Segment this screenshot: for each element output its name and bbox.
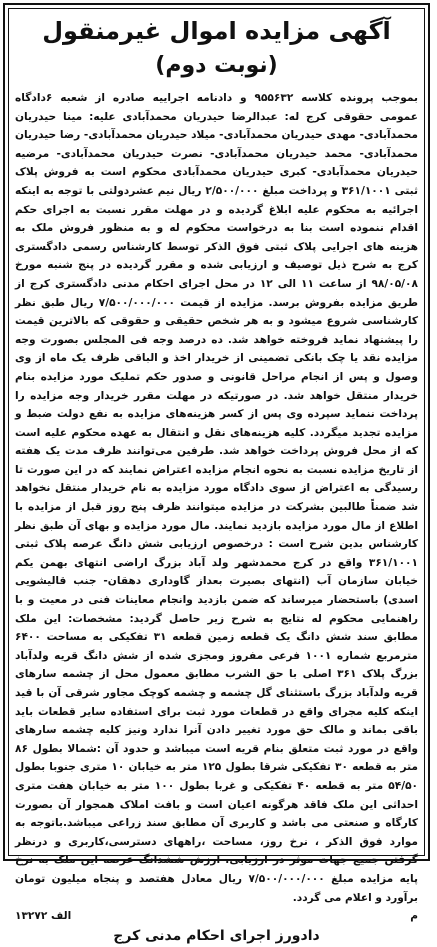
notice-inner-border: [8, 8, 425, 945]
notice-title: آگهی مزایده اموال غیرمنقول: [42, 17, 391, 45]
notice-frame: [3, 3, 430, 945]
notice-signature: دادورز اجرای احکام مدنی کرج: [113, 928, 320, 945]
notice-reference-number: الف ۱۳۲۷۲: [15, 910, 72, 923]
notice-reference-right: م: [410, 910, 418, 923]
notice-subtitle: (نوبت دوم): [155, 53, 278, 78]
notice-paragraph: بموجب پرونده کلاسه ۹۵۵۶۳۲ و دادنامه اجراییه صادره از شعبه ۶دادگاه عمومی حقوقی کرج له: عبدالرضا حیدریان محمدآبادی علیه: مینا حیدریان محمدآبادی- مهدی حیدریان محمدآبادی- میلاد حیدریان محمدآبادی- رضا حیدریان محمدآبادی- محمد حیدریان محمدآبادی- نصرت حیدریان محمدآبادی- مرضیه حیدریان محمدآبادی- کبری حیدریان محمدآبادی محکوم است به فروش پلاک ثبتی ۳۶۱/۱۰۰۱ و پرداخت مبلغ ۲/۵۰۰/۰۰۰ ریال نیم عشردولتی با توجه به اینکه اجرائیه به محکوم علیه ابلاغ گردیده و در مهلت مقرر نسبت به اجرای حکم اقدام ننموده است بنا به درخواست محکوم له و به منظور فروش ملک به هزینه های اجرایی پلاک ثبتی فوق الذکر توسط کارشناس رسمی دادگستری کرج به شرح ذیل توصیف و ارزیابی شده و مقرر گردیده در پنج شنبه مورخ ۹۸/۰۵/۰۸ از ساعت ۱۱ الی ۱۲ در محل اجرای احکام مدنی دادگستری کرج از طریق مزایده بفروش برسد. مزایده از قیمت ۷/۵۰۰/۰۰۰/۰۰۰ ریال طبق نظر کارشناسی شروع میشود و به هر شخص حقیقی و حقوقی که بالاترین قیمت را پیشنهاد نماید فروخته خواهد شد. ده درصد وجه فی المجلس بصورت وجه مزایده نقد یا چک بانکی تضمینی از خریدار اخذ و الباقی ظرف یک ماه از وی وصول و پس از انجام مراحل قانونی و صدور حکم تملیک مورد مزایده بنام خریدار منتقل خواهد شد. در صورتیکه در مهلت مقرر خریدار وجه مزایده را پرداخت ننماید سپرده وی پس از کسر هزینه‌های مزایده به نفع دولت ضبط و مزایده تجدید میگردد. کلیه هزینه‌های نقل و انتقال به عهده محکوم علیه است که از محل فروش پرداخت خواهد شد. طرفین می‌توانند ظرف مدت یک هفته از تاریخ مزایده نسبت به نحوه انجام مزایده اعتراض نمایند که در این صورت تا رسیدگی به اعتراض از سوی دادگاه مورد مزایده به نام خریدار منتقل نخواهد شد ضمناً طالبین بشرکت در مزایده میتوانند ظرف پنج روز قبل از مزایده با اطلاع از مال مورد مزایده بازدید نمایند. مال مورد مزایده و بهای آن طبق نظر کارشناس بدین شرح است : درخصوص ارزیابی شش دانگ عرصه پلاک ثبتی ۳۶۱/۱۰۰۱ واقع در کرج محمدشهر ولد آباد بزرگ اراضی انتهای بهمن یکم خیابان سازمان آب (انتهای بصیرت بعداز گاوداری دهقان- جنب قالیشویی اسدی) باستحضار میرساند که ضمن بازدید وانجام معاینات فنی در معیت و با راهنمایی محکوم له نتایج به شرح زیر حاصل گردید: مشخصات: این ملک مطابق سند شش دانگ یک قطعه زمین قطعه ۳۱ تفکیکی به مساحت ۶۴۰۰ مترمربع شماره ۱۰۰۱ فرعی مفروز ومجزی شده از شش دانگ قریه ولدآباد بزرگ پلاک ۳۶۱ اصلی با حق الشرب مطابق معمول محل از چشمه سارهای قریه ولدآباد بزرگ باستثنای گل چشمه و چشمه کوچک مجاور شرقی آن با قید اینکه کلیه مجرای واقع در قطعات مورد ثبت برای استفاده سایر قطعات باید باقی بماند و مالک حق مورد تغییر دادن آنرا ندارد ونیز کلیه چشمه سارهای واقع در مورد ثبت متعلق بنام قریه است میباشد و حدود آن :شمالا بطول ۸۶ متر به قطعه ۳۰ تفکیکی شرقا بطول ۱۲۵ متر به خیابان ۱۰ متری جنوبا بطول ۵۴/۵۰ متر به قطعه ۴۰ تفکیکی و غربا بطول ۱۰۰ متر به خیابان هفت متری احداثی این ملک فاقد هرگونه اعیان است و بافت املاک همجوار آن بصورت کارگاه و صنعتی می باشد و کاربری آن مطابق سند زراعی میباشد.باتوجه به موارد فوق الذکر ، نرخ روز، مساحت ،راههای دسترسی،کاربری و درنظر گرفتن جمیع جهات موثر در ارزیابی، ارزش ششدانگ عرصه این ملک به نرخ پایه مزایده مبلغ ۷/۵۰۰/۰۰۰/۰۰۰ ریال معادل هفتصد و پنجاه میلیون تومان برآورد و اعلام می گردد.: [15, 92, 419, 904]
notice-body: [15, 89, 418, 907]
notice-reference-line: [15, 907, 418, 925]
